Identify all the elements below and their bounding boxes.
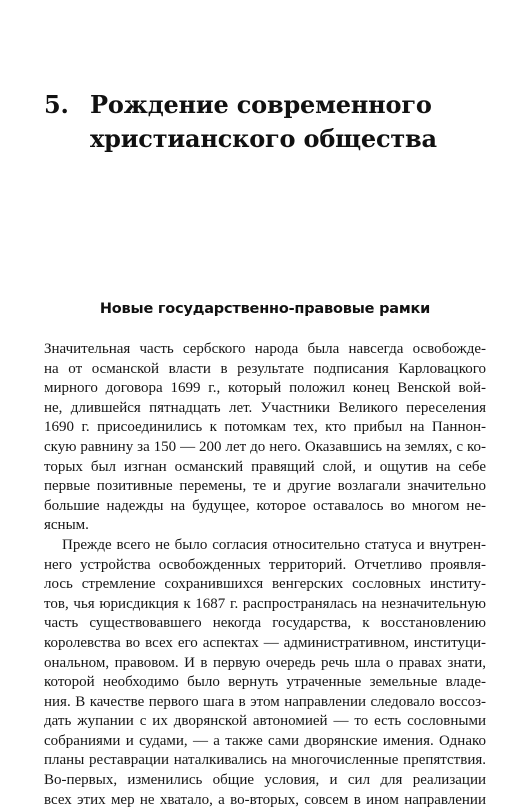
text-line: Во-первых, изменились общие условия, и сил для реализации [44,772,486,789]
text-line: планы реставрации наталкивались на многочисленные препятствия. [44,752,486,769]
text-line: тов, чья юрисдикция к 1687 г. распространялась на незначительную [44,595,486,612]
paragraph-1 [44,340,486,536]
text-line: не, длившейся пятнадцать лет. Участники Великого переселения [44,399,486,416]
text-line: Прежде всего не было согласия относительно статуса и внутрен- [62,536,486,553]
text-line: ональном, правовом. И в первую очередь речь шла о правах знати, [44,654,486,671]
text-line: 1690 г. присоединились к потомкам тех, кто прибыл на Паннон- [44,419,486,436]
text-line: Значительная часть сербского народа была навсегда освобожде- [44,341,486,357]
text-line: первые позитивные перемены, те и другие возлагали значительно [44,478,486,495]
text-line: него устройства освобожденных территорий. Отчетливо проявля- [44,556,486,573]
text-line: мирного договора 1699 г., который положил конец Венской вой- [44,380,486,397]
chapter-title-line-1: Рождение современного [90,90,432,119]
text-line: королевства во всех его аспектах — административном, институци- [44,634,486,651]
text-line: которой необходимо было вернуть утраченные земельные владе- [44,674,486,691]
paragraph-2 [44,536,486,810]
text-line: на от османской власти в результате подписания Карловацкого [44,360,486,377]
text-line: лось стремление сохранившихся венгерских сословных институ- [44,576,486,593]
text-line: часть существовавшего некогда государства, к восстановлению [44,615,486,632]
text-line: всех этих мер не хватало, а во-вторых, совсем в ином направлении [44,791,486,808]
section-title: Новые государственно-правовые рамки [99,301,431,317]
chapter-title-line-2: христианского общества [90,124,437,153]
chapter-number: 5. [44,90,69,119]
text-line: скую равнину за 150 — 200 лет до него. Оказавшись на землях, с ко- [44,438,486,455]
text-line: ясным. [44,517,89,534]
text-line: ния. В качестве первого шага в этом направлении следовало воссоз- [44,693,486,710]
chapter-heading-line-1 [44,88,514,122]
text-line: собраниями и судами, — а также сами дворянские имения. Однако [44,732,486,749]
chapter-heading [44,88,514,156]
text-line: торых был изгнан османский правящий слой, и ощутив на себе [44,458,486,475]
text-line: большие надежды на будущее, которое оставалось во многом не- [44,497,486,514]
body-text [44,340,486,810]
text-line: дать жупании с их дворянской автономией — то есть сословными [44,713,486,730]
